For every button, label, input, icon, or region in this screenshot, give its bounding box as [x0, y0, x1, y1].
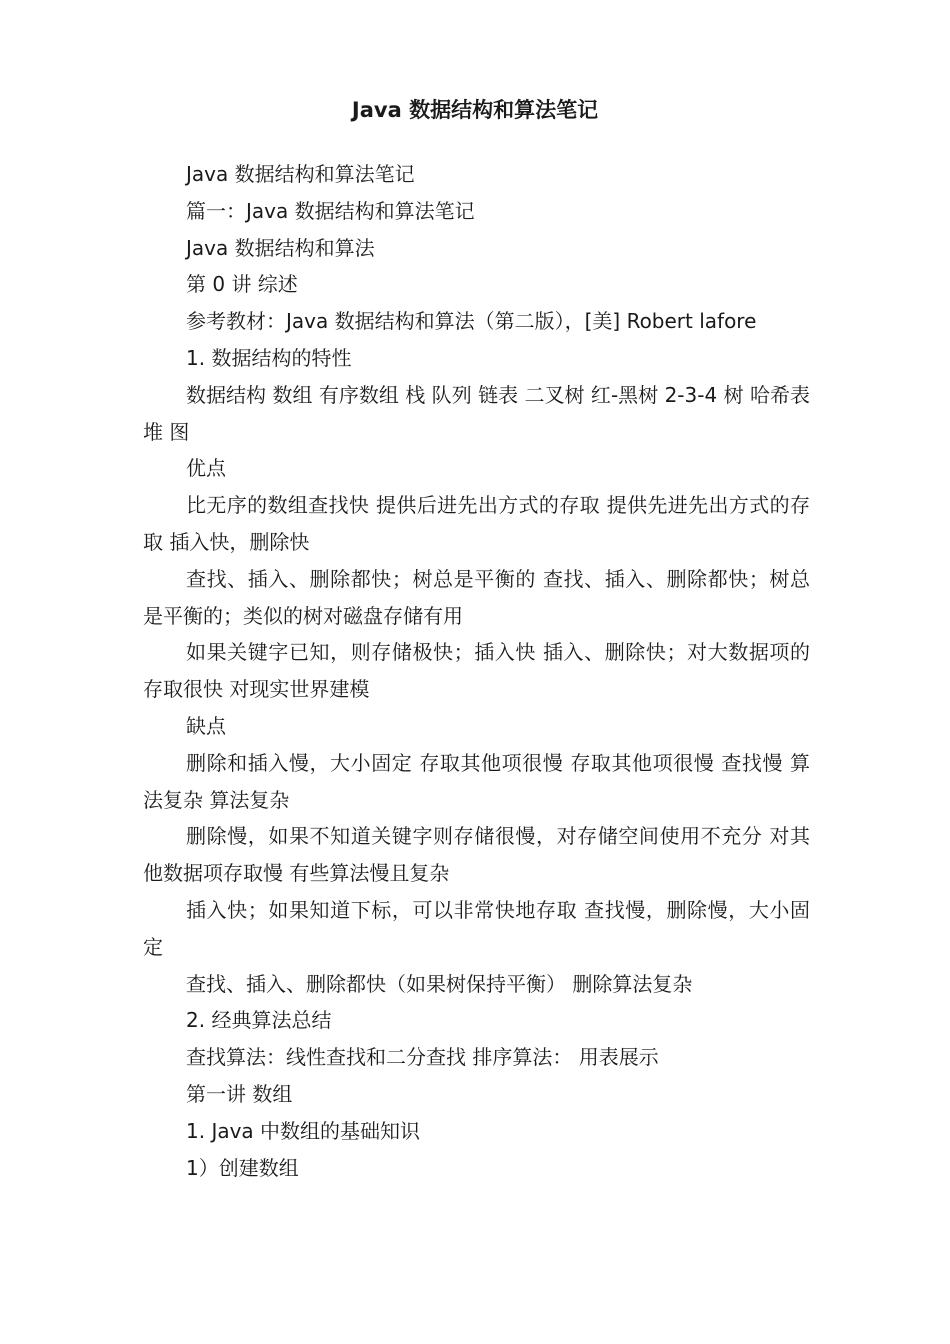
paragraph: 1. 数据结构的特性	[186, 345, 352, 370]
paragraph: 查找、插入、删除都快；树总是平衡的 查找、插入、删除都快；树总是平衡的；类似的树对磁盘存储有用	[143, 566, 810, 628]
paragraph: 1）创建数组	[186, 1155, 299, 1180]
paragraph: 比无序的数组查找快 提供后进先出方式的存取 提供先进先出方式的存取 插入快，删除快	[143, 493, 810, 554]
paragraph: Java 数据结构和算法笔记	[186, 162, 415, 186]
paragraph: 优点	[186, 456, 226, 481]
paragraph: 1. Java 中数组的基础知识	[186, 1118, 421, 1143]
paragraph: 缺点	[186, 713, 226, 738]
paragraph: 删除慢，如果不知道关键字则存储很慢，对存储空间使用不充分 对其他数据项存取慢 有些算法慢且复杂	[143, 824, 810, 886]
paragraph: 如果关键字已知，则存储极快；插入快 插入、删除快；对大数据项的存取很快 对现实世界建模	[143, 640, 810, 702]
paragraph: 删除和插入慢，大小固定 存取其他项很慢 存取其他项很慢 查找慢 算法复杂 算法复杂	[143, 750, 810, 812]
paragraph: 篇一：Java 数据结构和算法笔记	[186, 198, 475, 223]
paragraph: 数据结构 数组 有序数组 栈 队列 链表 二叉树 红-黑树 2-3-4 树 哈希表 堆 图	[143, 382, 810, 444]
document-title: Java 数据结构和算法笔记	[351, 98, 599, 122]
paragraph: 参考教材：Java 数据结构和算法（第二版），[美] Robert lafore	[186, 309, 757, 334]
paragraph: 第一讲 数组	[186, 1081, 293, 1106]
paragraph: 查找算法：线性查找和二分查找 排序算法： 用表展示	[186, 1045, 659, 1070]
paragraph: 2. 经典算法总结	[186, 1008, 332, 1033]
paragraph: Java 数据结构和算法	[186, 235, 375, 260]
paragraph: 第 0 讲 综述	[186, 272, 298, 297]
paragraph: 查找、插入、删除都快（如果树保持平衡） 删除算法复杂	[186, 971, 693, 996]
paragraph: 插入快；如果知道下标，可以非常快地存取 查找慢，删除慢，大小固定	[143, 897, 810, 959]
document-body	[143, 156, 810, 1186]
